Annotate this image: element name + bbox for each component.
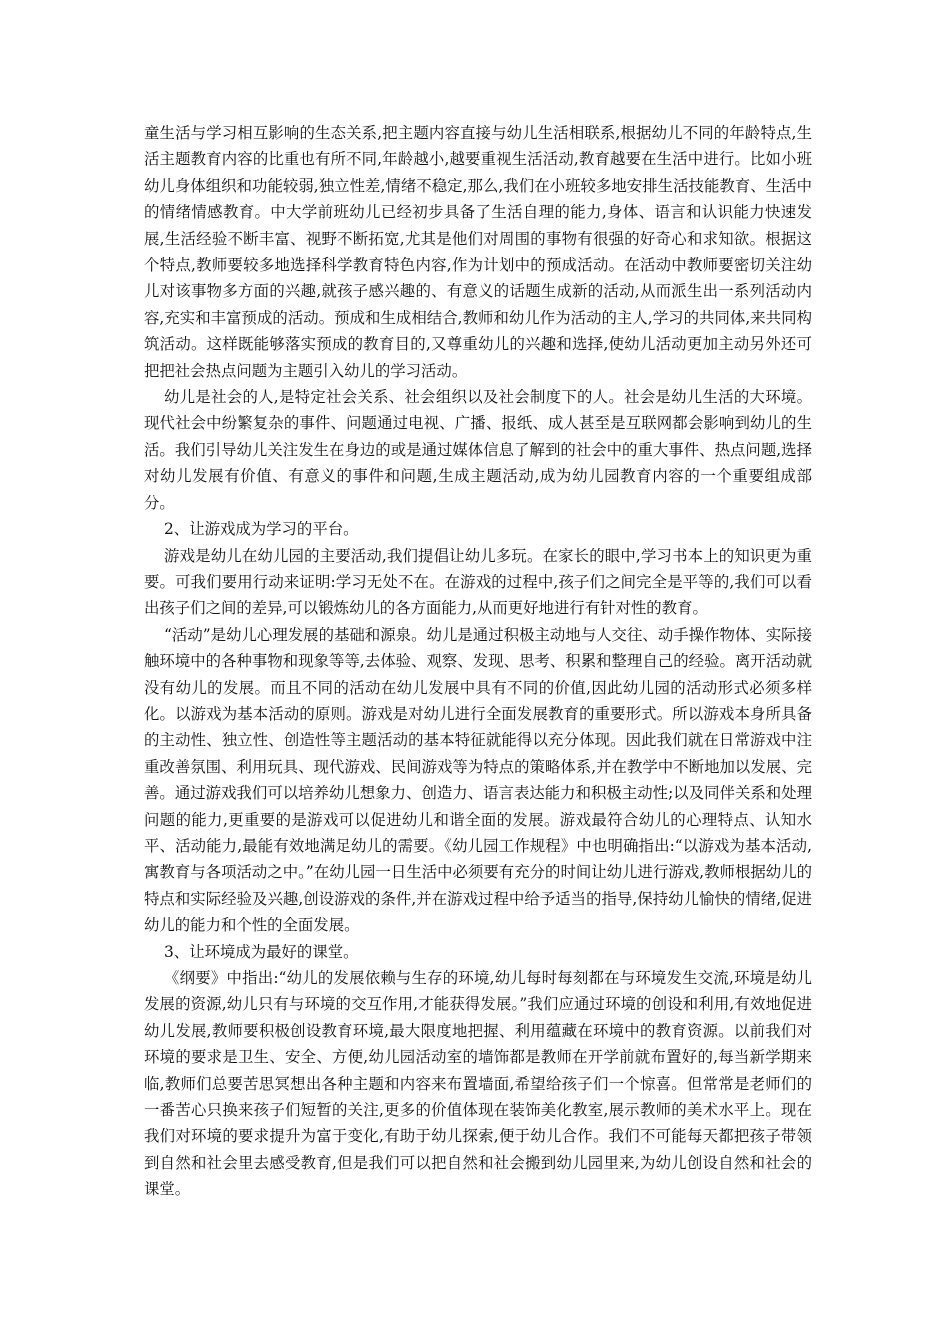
paragraph-game-learning: 游戏是幼儿在幼儿园的主要活动,我们提倡让幼儿多玩。在家长的眼中,学习书本上的知识更为重要。可我们要用行动来证明:学习无处不在。在游戏的过程中,孩子们之间完全是平等的,我们可以看出孩子们之间的差异,可以锻炼幼儿的各方面能力,从而更好地进行有针对性的教育。: [144, 546, 812, 618]
document-body: [144, 120, 812, 1203]
paragraph-environment: 《纲要》中指出:“幼儿的发展依赖与生存的环境,幼儿每时每刻都在与环境发生交流,环境是幼儿发展的资源,幼儿只有与环境的交互作用,才能获得发展。”我们应通过环境的创设和利用,有效地促进幼儿发展,教师要积极创设教育环境,最大限度地把握、利用蕴藏在环境中的教育资源。以前我们对环境的要求是卫生、安全、方便,幼儿园活动室的墙饰都是教师在开学前就布置好的,每当新学期来临,教师们总要苦思冥想出各种主题和内容来布置墙面,希望给孩子们一个惊喜。但常常是老师们的一番苦心只换来孩子们短暂的关注,更多的价值体现在装饰美化教室,展示教师的美术水平上。现在我们对环境的要求提升为富于变化,有助于幼儿探索,便于幼儿合作。我们不可能每天都把孩子带领到自然和社会里去感受教育,但是我们可以把自然和社会搬到幼儿园里来,为幼儿创设自然和社会的课堂。: [144, 969, 812, 1199]
paragraph-activity-foundation: “活动”是幼儿心理发展的基础和源泉。幼儿是通过积极主动地与人交往、动手操作物体、实际接触环境中的各种事物和现象等等,去体验、观察、发现、思考、积累和整理自己的经验。离开活动就没有幼儿的发展。而且不同的活动在幼儿发展中具有不同的价值,因此幼儿园的活动形式必须多样化。以游戏为基本活动的原则。游戏是对幼儿进行全面发展教育的重要形式。所以游戏本身所具备的主动性、独立性、创造性等主题活动的基本特征就能得以充分体现。因此我们就在日常游戏中注重改善氛围、利用玩具、现代游戏、民间游戏等为特点的策略体系,并在教学中不断地加以发展、完善。通过游戏我们可以培养幼儿想象力、创造力、语言表达能力和积极主动性;以及同伴关系和处理问题的能力,更重要的是游戏可以促进幼儿和谐全面的发展。游戏最符合幼儿的心理特点、认知水平、活动能力,最能有效地满足幼儿的需要。《幼儿园工作规程》中也明确指出:“以游戏为基本活动,寓教育与各项活动之中。”在幼儿园一日生活中必须要有充分的时间让幼儿进行游戏,教师根据幼儿的特点和实际经验及兴趣,创设游戏的条件,并在游戏过程中给予适当的指导,保持幼儿愉快的情绪,促进幼儿的能力和个性的全面发展。: [144, 625, 812, 935]
section-heading-game-platform: 2、让游戏成为学习的平台。: [164, 520, 359, 539]
paragraph-social-topics: 幼儿是社会的人,是特定社会关系、社会组织以及社会制度下的人。社会是幼儿生活的大环境。现代社会中纷繁复杂的事件、问题通过电视、广播、报纸、成人甚至是互联网都会影响到幼儿的生活。我们引导幼儿关注发生在身边的或是通过媒体信息了解到的社会中的重大事件、热点问题,选择对幼儿发展有价值、有意义的事件和问题,生成主题活动,成为幼儿园教育内容的一个重要组成部分。: [144, 388, 812, 512]
section-heading-environment-classroom: 3、让环境成为最好的课堂。: [164, 942, 359, 961]
paragraph-continuation: 童生活与学习相互影响的生态关系,把主题内容直接与幼儿生活相联系,根据幼儿不同的年龄特点,生活主题教育内容的比重也有所不同,年龄越小,越要重视生活活动,教育越要在生活中进行。比如小班幼儿身体组织和功能较弱,独立性差,情绪不稳定,那么,我们在小班较多地安排生活技能教育、生活中的情绪情感教育。中大学前班幼儿已经初步具备了生活自理的能力,身体、语言和认识能力快速发展,生活经验不断丰富、视野不断拓宽,尤其是他们对周围的事物有很强的好奇心和求知欲。根据这个特点,教师要较多地选择科学教育特色内容,作为计划中的预成活动。在活动中教师要密切关注幼儿对该事物多方面的兴趣,就孩子感兴趣的、有意义的话题生成新的活动,从而派生出一系列活动内容,充实和丰富预成的活动。预成和生成相结合,教师和幼儿作为活动的主人,学习的共同体,来共同构筑活动。这样既能够落实预成的教育目的,又尊重幼儿的兴趣和选择,使幼儿活动更加主动另外还可把把社会热点问题为主题引入幼儿的学习活动。: [144, 124, 812, 380]
